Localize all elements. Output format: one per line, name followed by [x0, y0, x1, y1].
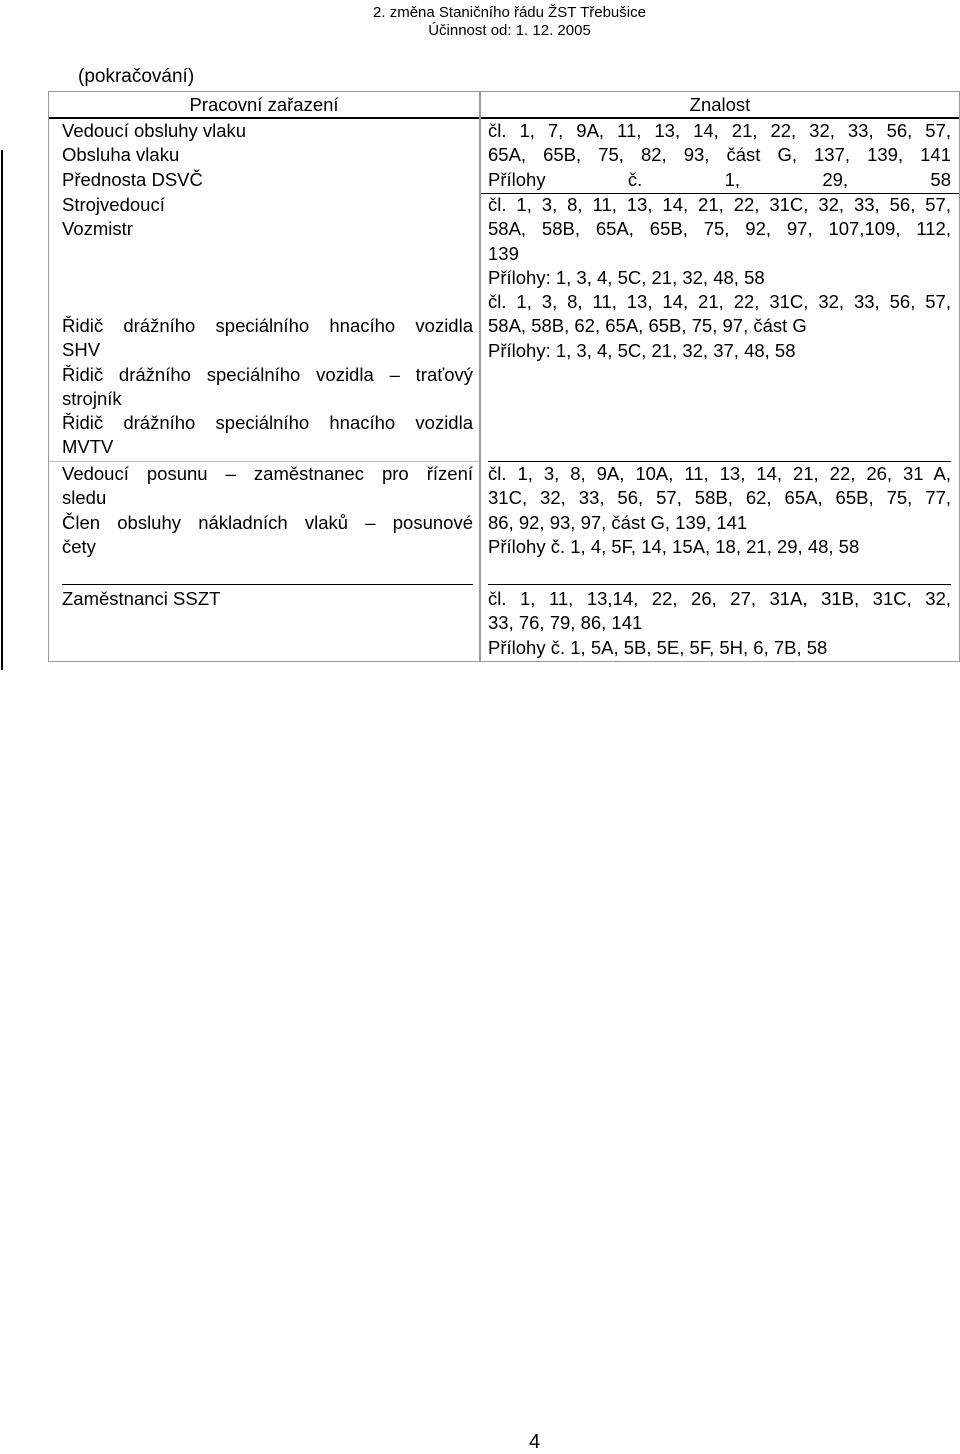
knowledge-line: 65A, 65B, 75, 82, 93, část G, 137, 139, 141: [488, 144, 951, 166]
row-5-knowledge: [488, 587, 951, 660]
knowledge-line: 58A, 58B, 65A, 65B, 75, 92, 97, 107,109, 112,: [488, 218, 951, 240]
header-title: 2. změna Staničního řádu ŽST Třebušice: [373, 4, 646, 21]
position-entry: Přednosta DSVČ: [62, 168, 203, 190]
knowledge-line: čl. 1, 3, 8, 11, 13, 14, 21, 22, 31C, 32, 33, 56, 57,: [488, 291, 951, 312]
knowledge-line: Přílohy č. 1, 4, 5F, 14, 15A, 18, 21, 29, 48, 58: [488, 535, 860, 557]
row-4-positions: [62, 462, 473, 559]
knowledge-line: Přílohy: 1, 3, 4, 5C, 21, 32, 37, 48, 58: [488, 339, 796, 361]
position-entry: strojník: [62, 387, 122, 409]
knowledge-line: 58A, 58B, 62, 65A, 65B, 75, 97, část G: [488, 315, 807, 337]
change-bar: [1, 150, 3, 670]
column-header-position: Pracovní zařazení: [189, 94, 339, 115]
knowledge-line: 33, 76, 79, 86, 141: [488, 612, 643, 634]
knowledge-line: čl. 1, 11, 13,14, 22, 26, 27, 31A, 31B, 31C, 32,: [488, 588, 951, 609]
knowledge-line: čl. 1, 3, 8, 11, 13, 14, 21, 22, 31C, 32, 33, 56, 57,: [488, 194, 951, 215]
row-divider-right: [488, 584, 951, 585]
position-entry: SHV: [62, 339, 101, 361]
knowledge-line: 86, 92, 93, 97, část G, 139, 141: [488, 511, 748, 533]
knowledge-line: 31C, 32, 33, 56, 57, 58B, 62, 65A, 65B, 75, 77,: [488, 487, 951, 509]
position-entry: Řidič drážního speciálního hnacího vozidla: [62, 412, 473, 434]
row-3-positions: [62, 314, 473, 460]
row-2-positions: [62, 193, 165, 242]
position-entry: Zaměstnanci SSZT: [62, 588, 221, 609]
row-4-knowledge: [488, 462, 951, 559]
position-entry: čety: [62, 535, 96, 557]
continued-label: (pokračování): [78, 66, 195, 87]
row-divider-left: [62, 584, 473, 585]
header-effective-date: Účinnost od: 1. 12. 2005: [428, 22, 591, 39]
position-entry: Vozmistr: [62, 218, 133, 240]
row-3-knowledge: [488, 290, 951, 363]
knowledge-line: Přílohy č. 1, 5A, 5B, 5E, 5F, 5H, 6, 7B, 58: [488, 636, 828, 658]
row-2-knowledge: [488, 193, 951, 290]
position-entry: Řidič drážního speciálního vozidla – traťový: [62, 363, 473, 385]
knowledge-line: Přílohy č. 1, 29, 58: [488, 168, 951, 190]
position-entry: Strojvedoucí: [62, 194, 165, 215]
knowledge-line: čl. 1, 7, 9A, 11, 13, 14, 21, 22, 32, 33, 56, 57,: [488, 120, 951, 141]
column-header-knowledge: Znalost: [689, 94, 751, 115]
position-entry: Obsluha vlaku: [62, 144, 180, 166]
knowledge-line: 139: [488, 242, 519, 264]
position-entry: Člen obsluhy nákladních vlaků – posunové: [62, 511, 473, 533]
position-entry: Vedoucí posunu – zaměstnanec pro řízení: [62, 463, 473, 484]
page-number: 4: [529, 1431, 541, 1453]
position-entry: MVTV: [62, 436, 114, 458]
row-1-positions: [62, 119, 246, 192]
row-5-positions: [62, 587, 220, 611]
knowledge-line: Přílohy: 1, 3, 4, 5C, 21, 32, 48, 58: [488, 266, 765, 288]
knowledge-line: čl. 1, 3, 8, 9A, 10A, 11, 13, 14, 21, 22, 26, 31 A,: [488, 463, 951, 484]
position-entry: Vedoucí obsluhy vlaku: [62, 120, 247, 141]
position-entry: sledu: [62, 487, 107, 509]
row-1-knowledge: [488, 119, 951, 192]
page-header: [0, 4, 960, 40]
position-entry: Řidič drážního speciálního hnacího vozidla: [62, 315, 473, 336]
